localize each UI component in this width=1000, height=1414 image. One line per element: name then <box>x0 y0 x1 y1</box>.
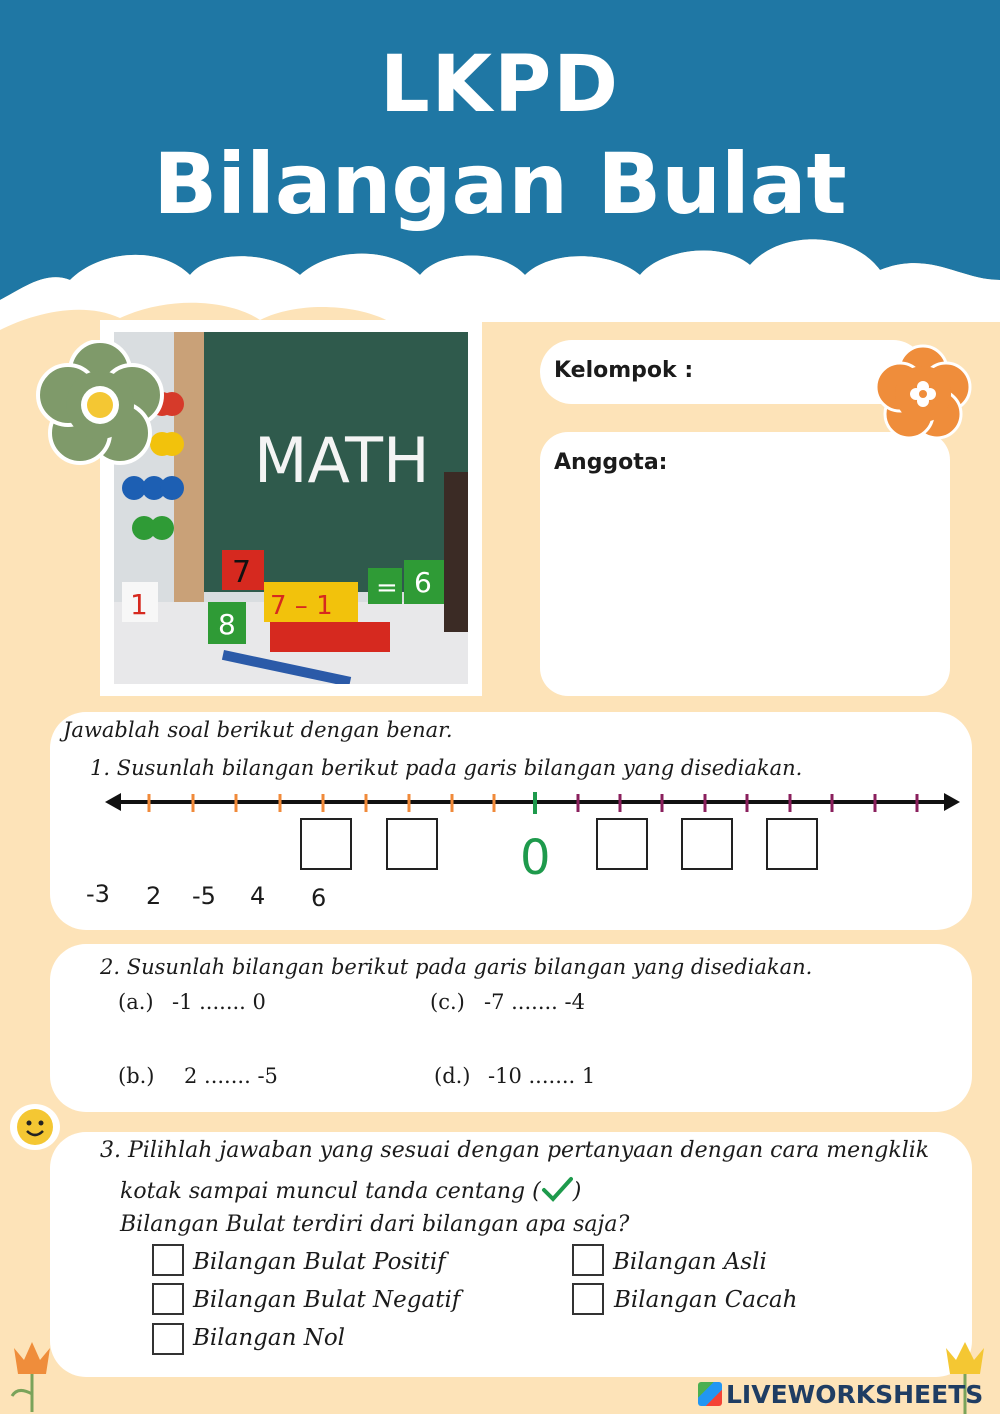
draggable-number[interactable]: 4 <box>250 882 266 910</box>
green-flower-icon <box>30 340 170 470</box>
question-1-text: 1. Susunlah bilangan berikut pada garis bilangan yang disediakan. <box>90 756 803 780</box>
anggota-label: Anggota: <box>554 450 668 475</box>
answer-box-3[interactable] <box>596 818 648 870</box>
option-bulat-negatif: Bilangan Bulat Negatif <box>193 1287 461 1313</box>
liveworksheets-icon <box>698 1382 722 1406</box>
checkbox-cacah[interactable] <box>572 1283 604 1315</box>
anggota-field[interactable] <box>540 432 950 696</box>
orange-flower-icon <box>870 340 976 448</box>
draggable-number[interactable]: -5 <box>192 882 216 910</box>
block-8: 8 <box>218 608 236 641</box>
orange-tulip-icon <box>4 1334 60 1412</box>
item-d-expression[interactable]: -10 ....... 1 <box>488 1064 596 1088</box>
block-1: 1 <box>130 588 148 621</box>
zero-label: 0 <box>520 830 551 886</box>
brand-text: LIVEWORKSHEETS <box>726 1380 984 1409</box>
number-line <box>105 788 965 818</box>
question-3-line1: 3. Pilihlah jawaban yang sesuai dengan pertanyaan dengan cara mengklik <box>100 1138 930 1163</box>
instruction-text: Jawablah soal berikut dengan benar. <box>63 718 453 742</box>
question-3-line2-post: ) <box>572 1179 582 1204</box>
header-banner <box>0 0 1000 330</box>
liveworksheets-logo <box>698 1380 983 1409</box>
board-text: MATH <box>254 424 430 497</box>
question-3-panel <box>50 1132 972 1377</box>
question-2-text: 2. Susunlah bilangan berikut pada garis bilangan yang disediakan. <box>100 955 813 979</box>
block-equals: = <box>376 573 398 603</box>
title-lkpd: LKPD <box>379 40 621 130</box>
smiley-icon <box>8 1102 62 1152</box>
block-7: 7 <box>232 555 252 590</box>
option-bulat-positif: Bilangan Bulat Positif <box>193 1249 446 1275</box>
answer-box-5[interactable] <box>766 818 818 870</box>
item-c-label: (c.) <box>430 990 465 1014</box>
block-7-minus-1: 7 – 1 <box>270 591 333 621</box>
kelompok-field[interactable] <box>540 340 925 404</box>
draggable-number[interactable]: 6 <box>311 884 327 912</box>
checkbox-bulat-negatif[interactable] <box>152 1283 184 1315</box>
question-1-panel <box>50 712 972 930</box>
checkmark-icon <box>541 1176 573 1202</box>
item-b-label: (b.) <box>118 1064 155 1088</box>
draggable-number[interactable]: -3 <box>86 880 110 908</box>
question-3-line2-pre: kotak sampai muncul tanda centang ( <box>120 1179 541 1204</box>
checkbox-bulat-positif[interactable] <box>152 1244 184 1276</box>
block-6: 6 <box>414 566 432 599</box>
question-3-line2 <box>120 1176 581 1204</box>
draggable-number[interactable]: 2 <box>146 882 162 910</box>
kelompok-label: Kelompok : <box>554 358 694 383</box>
item-d-label: (d.) <box>434 1064 471 1088</box>
option-nol: Bilangan Nol <box>193 1325 346 1351</box>
answer-box-4[interactable] <box>681 818 733 870</box>
checkbox-nol[interactable] <box>152 1323 184 1355</box>
question-3-prompt: Bilangan Bulat terdiri dari bilangan apa saja? <box>120 1212 630 1237</box>
item-a-expression[interactable]: -1 ....... 0 <box>172 990 266 1014</box>
item-b-expression[interactable]: 2 ....... -5 <box>184 1064 278 1088</box>
item-c-expression[interactable]: -7 ....... -4 <box>484 990 585 1014</box>
checkbox-asli[interactable] <box>572 1244 604 1276</box>
option-asli: Bilangan Asli <box>613 1249 767 1275</box>
answer-box-1[interactable] <box>300 818 352 870</box>
item-a-label: (a.) <box>118 990 154 1014</box>
option-cacah: Bilangan Cacah <box>614 1287 798 1313</box>
answer-box-2[interactable] <box>386 818 438 870</box>
title-topic: Bilangan Bulat <box>153 135 847 233</box>
